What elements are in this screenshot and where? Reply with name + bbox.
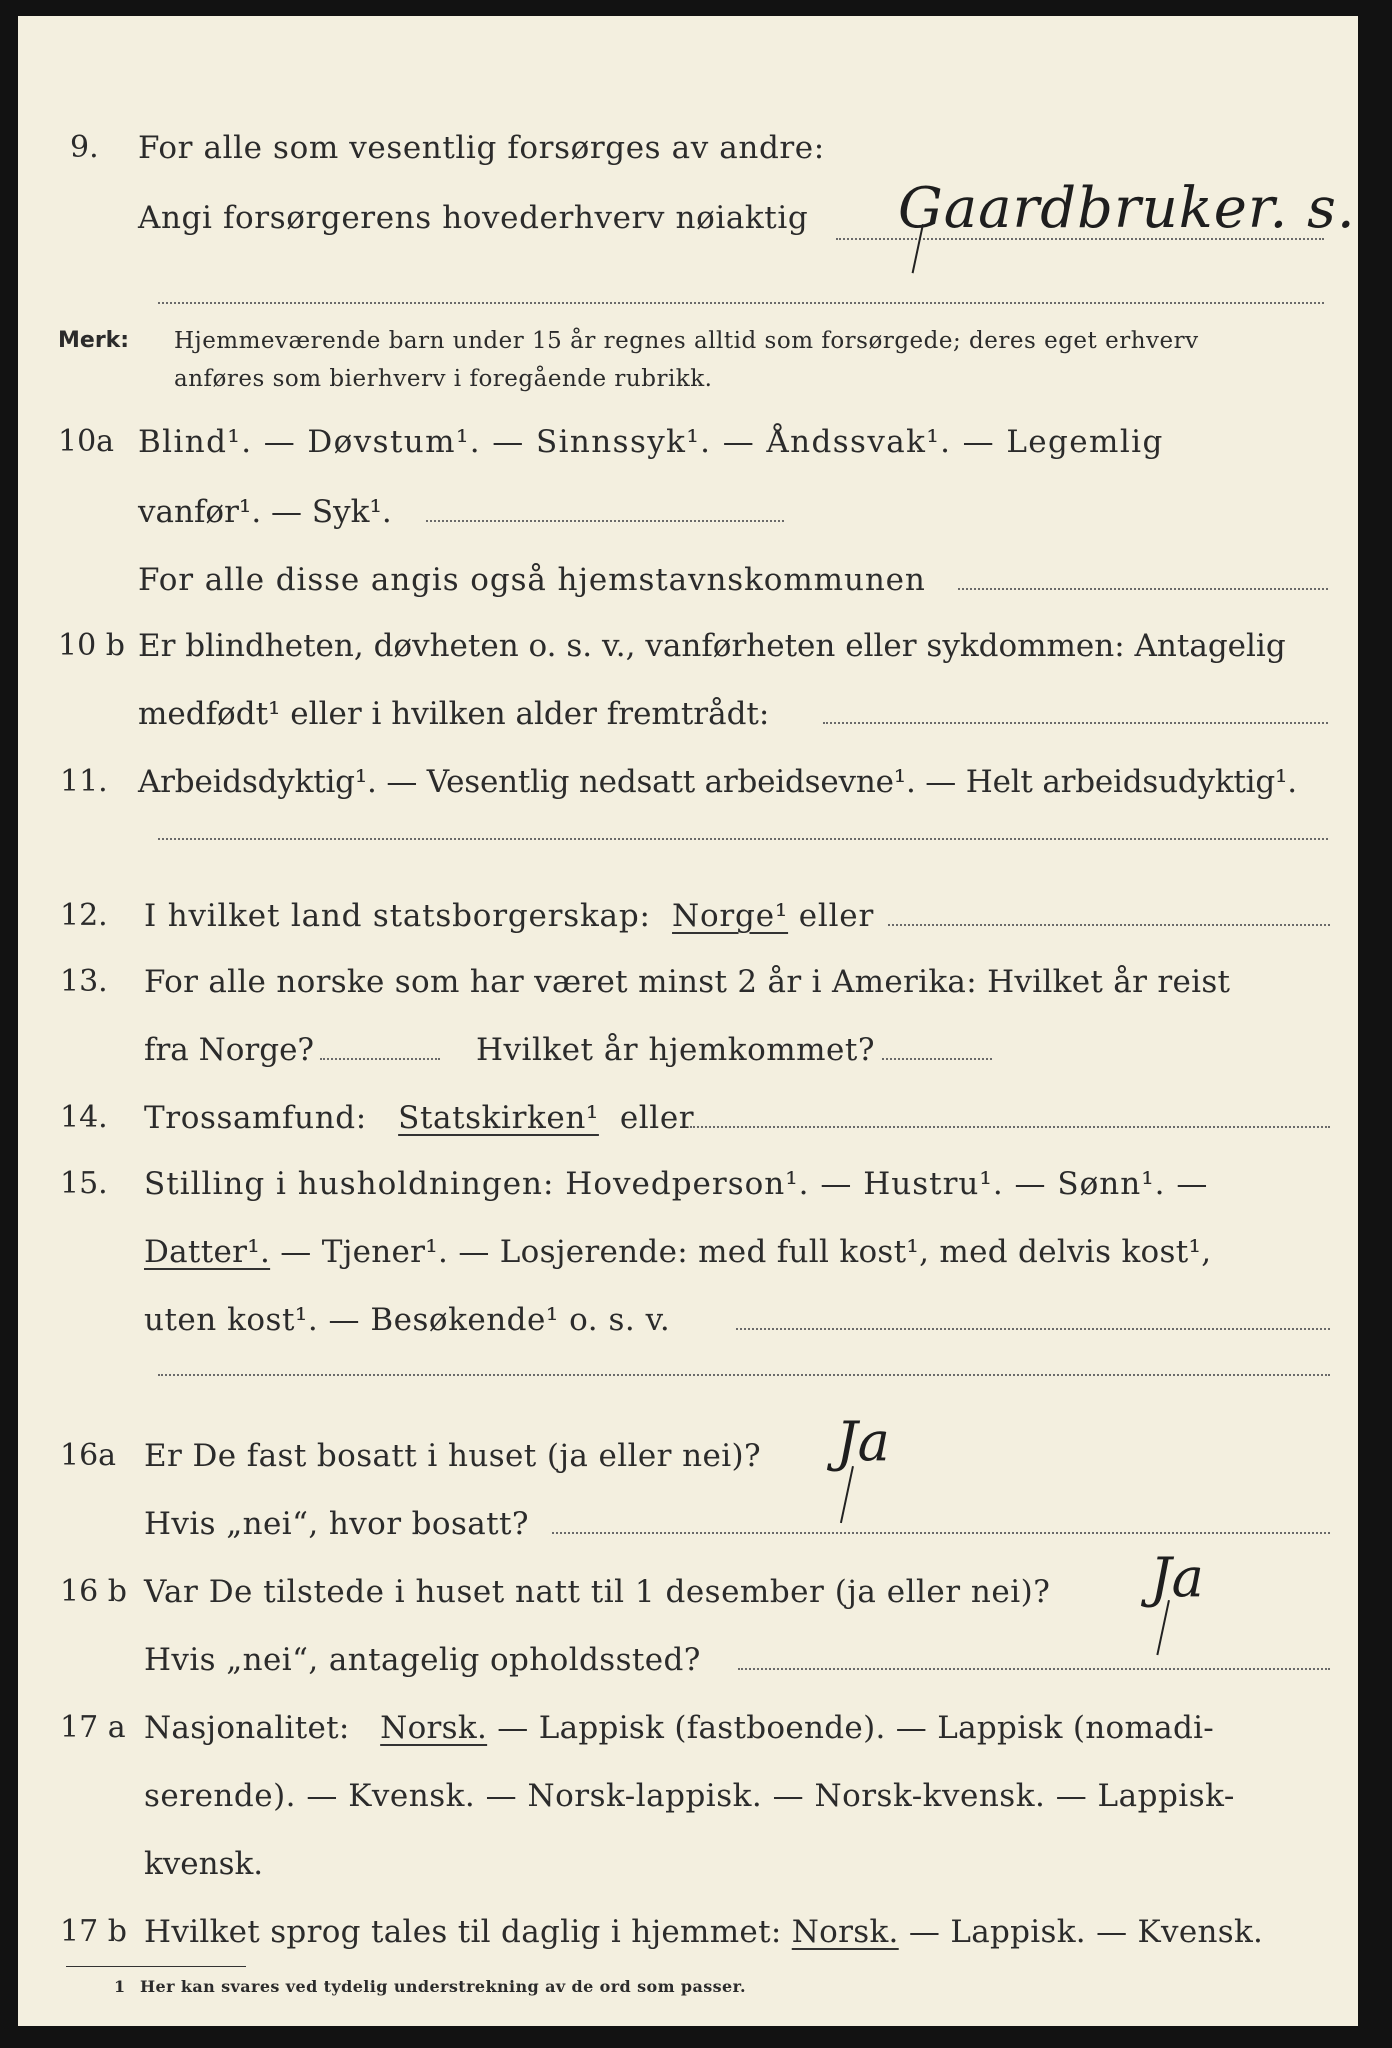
q15-line2 <box>144 1232 1211 1272</box>
q15-line1: Stilling i husholdningen: Hovedperson¹. — Hustru¹. — Sønn¹. — <box>144 1166 1209 1202</box>
q13-number: 13. <box>60 964 108 999</box>
q12-text <box>144 896 874 936</box>
q17a-line3: kvensk. <box>144 1846 264 1882</box>
q17b-rest: — Lappisk. — Kvensk. <box>908 1914 1264 1950</box>
q10b-number: 10 b <box>58 628 125 663</box>
q15-line2-rest: — Tjener¹. — Losjerende: med full kost¹, med delvis kost¹, <box>280 1234 1212 1270</box>
q10b-line1: Er blindheten, døvheten o. s. v., vanførheten eller sykdommen: Antagelig <box>138 628 1286 664</box>
q10a-number: 10a <box>58 424 115 459</box>
q11-line1: Arbeidsdyktig¹. — Vesentlig nedsatt arbeidsevne¹. — Helt arbeidsudyktig¹. <box>138 764 1297 800</box>
q12-number: 12. <box>60 898 108 933</box>
q17a-line1-rest: — Lappisk (fastboende). — Lappisk (nomadi- <box>497 1710 1215 1746</box>
q15-number: 15. <box>60 1166 108 1201</box>
q11-answer-line <box>158 838 1328 840</box>
q14-number: 14. <box>60 1100 108 1135</box>
q17b-question: Hvilket sprog tales til daglig i hjemmet: <box>144 1914 782 1950</box>
q14-question: Trossamfund: <box>144 1100 367 1136</box>
q14-answer-line <box>690 1126 1330 1128</box>
q10a-line3: For alle disse angis også hjemstavnskommunen <box>138 562 926 598</box>
q16a-line2: Hvis „nei“, hvor bosatt? <box>144 1506 529 1542</box>
footnote-rule <box>66 1966 246 1967</box>
q10b-line2: medfødt¹ eller i hvilken alder fremtrådt: <box>138 696 770 732</box>
q13-line2b: Hvilket år hjemkommet? <box>476 1032 875 1068</box>
q14-eller: eller <box>619 1100 695 1136</box>
q16b-opholdssted-line <box>738 1668 1330 1670</box>
q17b-text <box>144 1912 1263 1952</box>
q16a-handwriting-stroke <box>840 1466 854 1523</box>
footnote-mark: 1 <box>114 1977 126 1996</box>
q15-line3: uten kost¹. — Besøkende¹ o. s. v. <box>144 1302 671 1338</box>
q13-reist-line <box>320 1058 440 1060</box>
q15-datter-underlined: Datter¹. <box>144 1234 271 1270</box>
q16b-handwritten-answer: Ja <box>1150 1546 1204 1609</box>
merk-line2: anføres som bierhverv i foregående rubrikk. <box>174 366 713 392</box>
q13-line1: For alle norske som har været minst 2 år i Amerika: Hvilket år reist <box>144 964 1231 1000</box>
q9-continuation-line <box>158 302 1324 304</box>
q9-line1: For alle som vesentlig forsørges av andre: <box>138 130 825 166</box>
q16a-line1: Er De fast bosatt i huset (ja eller nei)? <box>144 1438 762 1474</box>
q17a-line2: serende). — Kvensk. — Norsk-lappisk. — Norsk-kvensk. — Lappisk- <box>144 1778 1235 1814</box>
q17a-line1 <box>144 1708 1214 1748</box>
q13-hjemkommet-line <box>882 1058 992 1060</box>
q9-line2: Angi forsørgerens hovederhverv nøiaktig <box>138 200 809 236</box>
q16b-number: 16 b <box>60 1574 127 1609</box>
footnote-text: Her kan svares ved tydelig understrekning av de ord som passer. <box>140 1977 746 1996</box>
q16b-line1: Var De tilstede i huset natt til 1 desember (ja eller nei)? <box>144 1574 1051 1610</box>
q12-answer-line <box>888 924 1330 926</box>
q9-number: 9. <box>70 130 99 165</box>
q16a-bosatt-line <box>552 1532 1330 1534</box>
q17b-number: 17 b <box>60 1914 127 1949</box>
q16b-line2: Hvis „nei“, antagelig opholdssted? <box>144 1642 701 1678</box>
q10a-line2: vanfør¹. — Syk¹. <box>138 494 392 530</box>
q17a-question: Nasjonalitet: <box>144 1710 350 1746</box>
q9-handwritten-answer: Gaardbruker. s. <box>898 176 1356 241</box>
q10a-line1: Blind¹. — Døvstum¹. — Sinnssyk¹. — Åndssvak¹. — Legemlig <box>138 424 1164 460</box>
q12-question: I hvilket land statsborgerskap: <box>144 898 651 934</box>
q17a-norsk-underlined: Norsk. <box>380 1710 488 1746</box>
q13-line2a: fra Norge? <box>144 1032 315 1068</box>
merk-line1: Hjemmeværende barn under 15 år regnes alltid som forsørgede; deres eget erhverv <box>174 328 1199 354</box>
q10a-hjemstavn-line <box>958 588 1328 590</box>
q14-statskirken-underlined: Statskirken¹ <box>398 1100 599 1136</box>
census-form-page <box>18 16 1358 2026</box>
q15-answer-line <box>736 1328 1330 1330</box>
q11-number: 11. <box>60 764 108 799</box>
q17b-norsk-underlined: Norsk. <box>791 1914 899 1950</box>
q17a-number: 17 a <box>60 1710 126 1745</box>
q16a-handwritten-answer: Ja <box>836 1410 890 1473</box>
merk-label: Merk: <box>58 328 130 353</box>
q10a-syk-line <box>426 520 784 522</box>
q12-eller: eller <box>798 898 875 934</box>
q16a-number: 16a <box>60 1438 117 1473</box>
q12-norge-underlined: Norge¹ <box>672 898 789 934</box>
q15-continuation-line <box>158 1374 1330 1376</box>
q14-text <box>144 1098 694 1138</box>
q10b-answer-line <box>823 722 1328 724</box>
